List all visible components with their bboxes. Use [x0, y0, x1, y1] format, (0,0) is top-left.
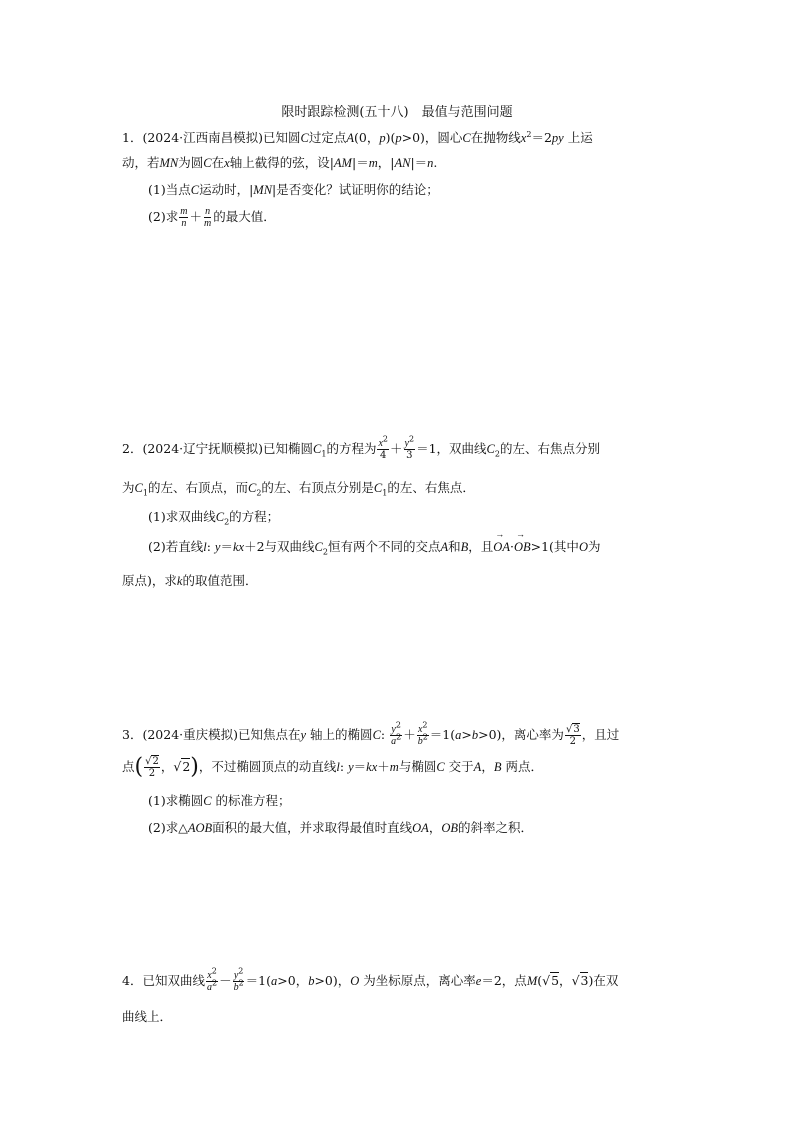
- q1-text: 动，若: [122, 155, 160, 170]
- q1-text: ＝2: [531, 130, 552, 145]
- q1-text: 在: [211, 155, 225, 170]
- q4-text: ＝1(: [245, 973, 272, 988]
- q3-line-1: 3．(2024·重庆模拟)已知焦点在y 轴上的椭圆C: $\frac{y^2}{a^2}$ ＋ $\frac{x^2}{b^2}$ ＝1(a>b>0)，离心率为 $\frac{√3}{2}$ ，且过: [122, 720, 620, 747]
- math-var: a: [271, 974, 278, 988]
- q1-part-2: [148, 206, 276, 229]
- q4-line-2: [122, 1007, 172, 1025]
- q2-line-5: [122, 571, 257, 589]
- q1-text: (2)求: [148, 209, 179, 224]
- q4-text: ＝2，点: [481, 973, 527, 988]
- q1-text: 为圆: [178, 155, 204, 170]
- q2-text: ＋2与双曲线: [244, 539, 315, 554]
- math-var: O: [578, 540, 588, 554]
- math-var: py: [551, 131, 564, 145]
- q1-text: .: [433, 155, 438, 170]
- math-var: OA: [412, 821, 429, 835]
- math-var: M: [526, 974, 538, 988]
- q2-text: (1)求双曲线: [148, 509, 216, 524]
- math-var: kx: [232, 540, 245, 554]
- q3-text: (2)求△: [148, 820, 188, 835]
- q2-text: 的左、右焦点分别: [499, 441, 600, 456]
- q2-text: (2)若直线: [148, 539, 204, 554]
- math-var: y: [300, 728, 307, 742]
- q2-part-1: (1)求双曲线$C_2$的方程；: [148, 509, 280, 527]
- q1-text: 轴上截得的弦，设|: [229, 155, 334, 170]
- math-var: B: [493, 760, 502, 774]
- q2-text: 恒有两个不同的交点: [327, 539, 441, 554]
- q1-text: |＝: [410, 155, 428, 170]
- q1-line-1: 1．(2024·江西南昌模拟)已知圆C过定点A(0，p)(p>0)，圆心C在抛物线$x^2=2py$ 上运: [122, 129, 593, 145]
- q3-text: (1)求椭圆: [148, 793, 204, 808]
- q1-text: 上运: [567, 130, 593, 145]
- q2-text: 的左、右焦点．: [387, 480, 475, 495]
- fraction: $\frac{√3}{2}$: [565, 724, 580, 747]
- q4-text: ，: [559, 973, 572, 988]
- page-title: 限时跟踪检测(五十八) 最值与范围问题: [281, 105, 513, 120]
- q3-text: 点: [122, 759, 135, 774]
- q2-text: 的取值范围．: [182, 573, 258, 588]
- q1-text: ，|: [377, 155, 395, 170]
- q2-text: 2．(2024·辽宁抚顺模拟)已知椭圆: [122, 441, 313, 456]
- math-var: C: [300, 131, 309, 145]
- math-var: B: [460, 540, 469, 554]
- math-var: C: [215, 510, 225, 524]
- q2-text: ，且: [468, 539, 494, 554]
- q2-text: 的方程；: [229, 509, 280, 524]
- math-var: C: [436, 760, 445, 774]
- q4-text: 4．已知双曲线: [122, 973, 205, 988]
- vector-oa: → OA: [493, 540, 510, 555]
- math-var: a: [455, 728, 462, 742]
- math-var: x: [224, 156, 230, 170]
- math-var: x: [520, 131, 527, 145]
- q2-line-2: 为$C_1$的左、右顶点，而$C_2$的左、右顶点分别是$C_1$的左、右焦点．: [122, 480, 475, 498]
- math-var: MN: [159, 156, 179, 170]
- math-var: C: [373, 481, 383, 495]
- q3-text: ＝: [353, 759, 367, 774]
- q2-text: 原点)，求: [122, 573, 177, 588]
- q1-text: (1)当点: [148, 182, 191, 197]
- q3-text: ，不过椭圆顶点的动直线: [198, 759, 337, 774]
- q3-text: 交于: [448, 759, 474, 774]
- q3-text: ＝1(: [429, 727, 456, 742]
- math-var: b: [471, 728, 479, 742]
- q1-text: >0)，圆心: [401, 130, 463, 145]
- fraction: $\frac{n}{m}$: [203, 206, 212, 229]
- q1-text: 运动时，|: [199, 182, 254, 197]
- math-var: m: [368, 156, 378, 170]
- q3-part-1: [148, 791, 291, 809]
- math-var: C: [203, 794, 212, 808]
- q3-text: 的标准方程；: [215, 793, 291, 808]
- math-var: b: [308, 974, 315, 988]
- math-var: AM: [333, 156, 352, 170]
- q2-text: 为: [122, 480, 135, 495]
- math-var: MN: [253, 183, 273, 197]
- math-var: A: [440, 540, 449, 554]
- math-var: C: [462, 131, 471, 145]
- q3-text: 轴上的椭圆: [310, 727, 373, 742]
- math-var: y: [348, 760, 354, 774]
- q2-text: 的左、右顶点分别是: [261, 480, 374, 495]
- q4-text: 为坐标原点，离心率: [363, 973, 476, 988]
- q1-text: )(: [385, 130, 396, 145]
- q3-text: >0)，离心率为: [478, 727, 564, 742]
- vector-ob: → OB: [514, 540, 531, 555]
- q1-text: 1．(2024·江西南昌模拟)已知圆: [122, 130, 301, 145]
- math-var: y: [214, 540, 221, 554]
- q2-text: ＝: [220, 539, 233, 554]
- q1-text: |＝: [351, 155, 369, 170]
- math-var: e: [475, 974, 482, 988]
- q3-text: ，且过: [581, 727, 620, 742]
- fraction: $\frac{√2}{2}$: [145, 756, 159, 779]
- math-var: C: [203, 156, 212, 170]
- q2-text: 为: [587, 539, 601, 554]
- q4-text: 曲线上．: [122, 1009, 173, 1024]
- q2-text: 的左、右顶点，而: [147, 480, 248, 495]
- q4-text: (: [537, 973, 543, 988]
- q2-text: ＋: [390, 441, 403, 456]
- math-var: O: [350, 974, 360, 988]
- fraction: $\frac{y^2}{a^2}$: [391, 720, 402, 747]
- q2-text: >1(其中: [530, 539, 579, 554]
- math-var: A: [346, 131, 354, 145]
- q3-text: ，: [160, 759, 174, 774]
- q4-text: －: [219, 973, 232, 988]
- q3-text: ，: [428, 820, 442, 835]
- fraction: $\frac{y^2}{3}$: [404, 434, 415, 461]
- math-var: C: [372, 728, 381, 742]
- q4-text: )在双: [588, 973, 619, 988]
- math-var: C: [313, 442, 322, 456]
- q3-line-2: 点( $\frac{√2}{2}$ ，√2)，不过椭圆顶点的动直线l: y＝kx＋m与椭圆C 交于A，B 两点．: [122, 754, 543, 780]
- q1-text: |是否变化？试证明你的结论；: [272, 182, 439, 197]
- q3-text: ＋: [403, 727, 416, 742]
- q1-part-1: [148, 180, 439, 198]
- math-var: A: [473, 760, 482, 774]
- q3-text: 两点．: [505, 759, 543, 774]
- q3-text: 面积的最大值，并求取得最值时直线: [212, 820, 413, 835]
- math-var: AOB: [187, 821, 213, 835]
- q4-text: >0，: [277, 973, 309, 988]
- q2-text: ＝1，双曲线: [416, 441, 487, 456]
- q3-text: ，: [481, 759, 494, 774]
- math-var: l: [336, 760, 340, 774]
- fraction: $\frac{x^2}{4}$: [378, 434, 388, 461]
- q1-text: 在抛物线: [470, 130, 521, 145]
- q1-text: 的最大值．: [213, 209, 276, 224]
- fraction: $\frac{y^2}{b^2}$: [233, 966, 244, 993]
- math-var: l: [203, 540, 207, 554]
- q3-text: 的斜率之积．: [458, 820, 534, 835]
- q2-text: 和: [448, 539, 461, 554]
- math-var: C: [247, 481, 257, 495]
- q3-text: 与椭圆: [398, 759, 437, 774]
- fraction: $\frac{x^2}{b^2}$: [417, 720, 428, 747]
- math-var: C: [134, 481, 143, 495]
- math-var: AN: [394, 156, 411, 170]
- q3-text: 3．(2024·重庆模拟)已知焦点在: [122, 727, 301, 742]
- q2-line-1: 2．(2024·辽宁抚顺模拟)已知椭圆$C_1$的方程为 $\frac{x^2}{4}$ ＋ $\frac{y^2}{3}$ ＝1，双曲线$C_2$的左、右焦点分别: [122, 434, 600, 461]
- q2-text: 的方程为: [326, 441, 377, 456]
- math-var: n: [427, 156, 434, 170]
- q4-text: >0)，: [314, 973, 351, 988]
- fraction: $\frac{m}{n}$: [180, 206, 188, 229]
- q1-text: ＋: [189, 209, 202, 224]
- q2-part-2: (2)若直线l: y＝kx＋2与双曲线$C_2$恒有两个不同的交点A和B，且→ OA·→ OB>1(其中O为: [148, 537, 600, 555]
- math-var: C: [190, 183, 200, 197]
- math-var: p: [395, 131, 402, 145]
- q1-text: (0，: [354, 130, 380, 145]
- q4-line-1: 4．已知双曲线 $\frac{x^2}{a^2}$ － $\frac{y^2}{b^2}$ ＝1(a>0，b>0)，O 为坐标原点，离心率e＝2，点M(√5，√3)在双: [122, 966, 619, 993]
- math-var: OB: [441, 821, 459, 835]
- q3-part-2: [148, 818, 533, 836]
- math-var: m: [389, 760, 399, 774]
- fraction: $\frac{x^2}{a^2}$: [206, 966, 218, 993]
- q3-text: ＋: [377, 759, 390, 774]
- math-var: kx: [366, 760, 378, 774]
- q3-text: >: [461, 727, 472, 742]
- math-var: k: [176, 574, 183, 588]
- math-var: C: [486, 442, 495, 456]
- q1-text: 过定点: [308, 130, 347, 145]
- math-var: C: [314, 540, 323, 554]
- math-var: p: [379, 131, 386, 145]
- q1-line-2: [122, 153, 437, 171]
